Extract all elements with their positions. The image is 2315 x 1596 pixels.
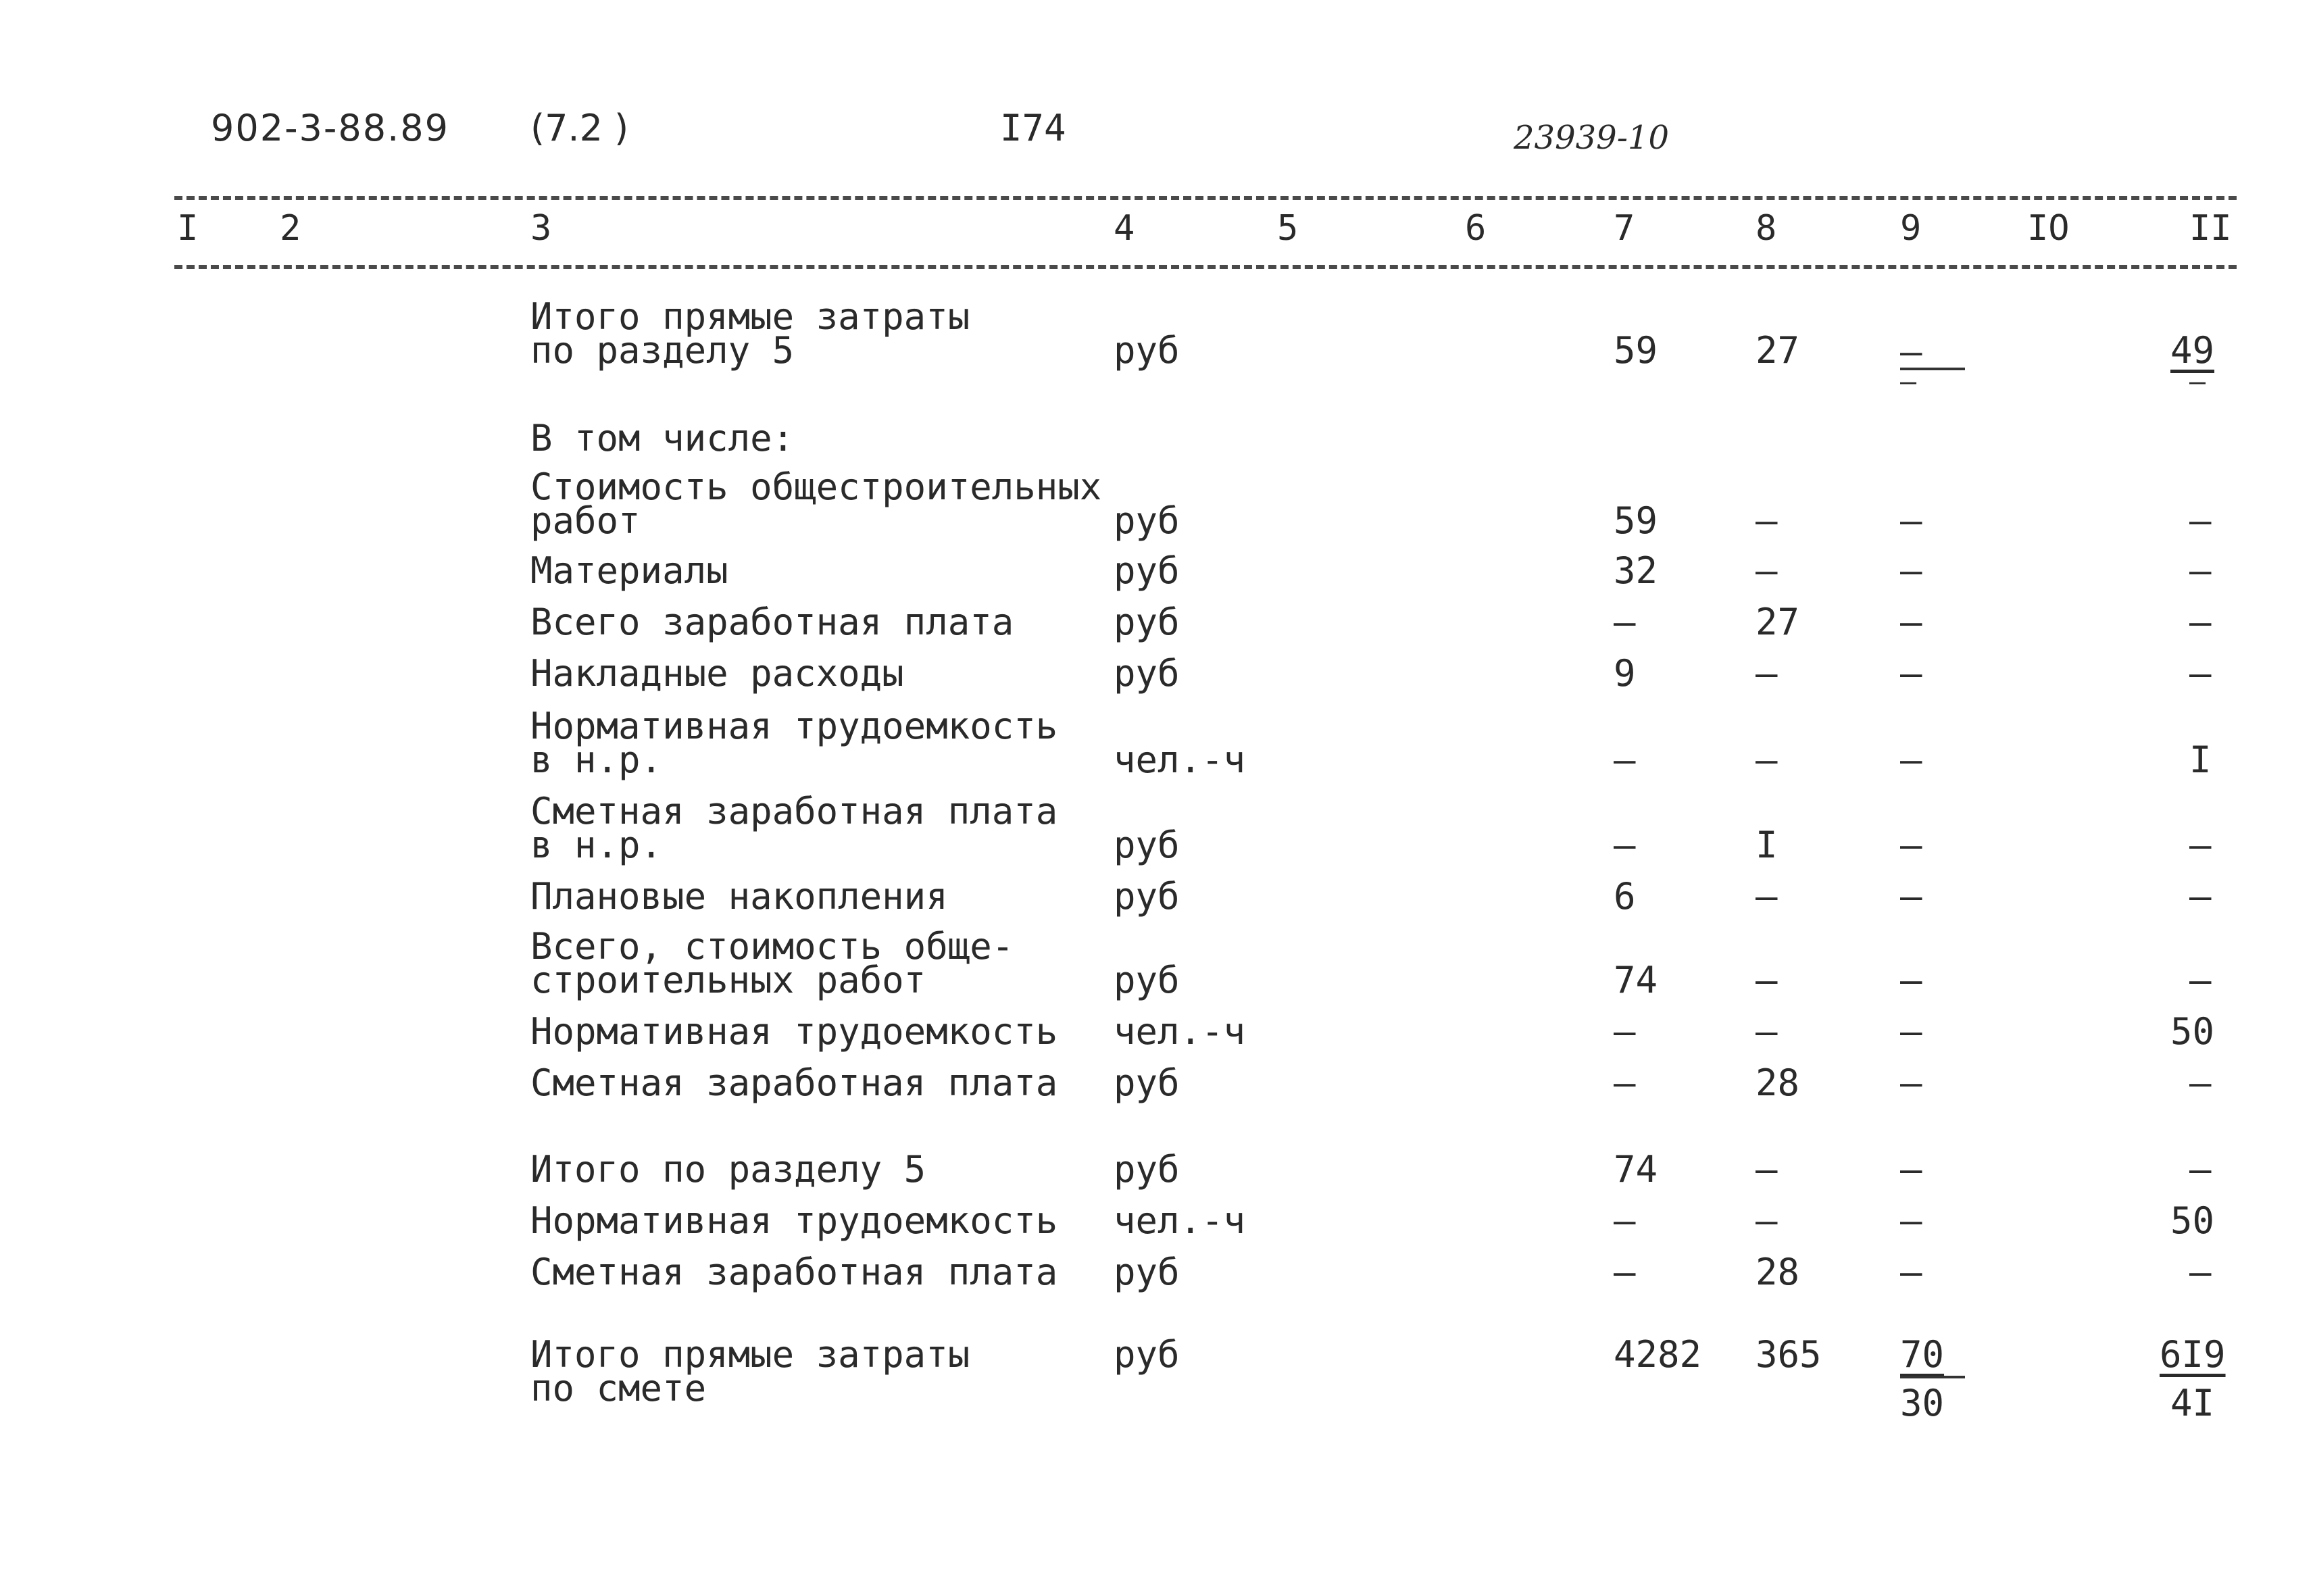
row-value-col8: 27 <box>1756 601 1800 643</box>
row-value-col9: – <box>1900 1199 1922 1242</box>
col-header-10: IO <box>2027 208 2070 249</box>
row-unit: руб <box>1114 875 1180 918</box>
row-value-col7: 59 <box>1614 499 1658 542</box>
inventory-number: 23939-10 <box>1514 119 1669 157</box>
row-value-col11: I <box>2189 739 2212 781</box>
row-value-col7: – <box>1614 601 1636 643</box>
row-value-col11: – <box>2189 499 2212 542</box>
col-header-1: I <box>177 208 199 249</box>
row-value-col9: – <box>1900 959 1922 1001</box>
row-value-col11-sub: 4I <box>2170 1382 2215 1424</box>
row-value-col11: 50 <box>2170 1010 2215 1053</box>
row-value-col11: – <box>2189 1148 2212 1191</box>
row-label: Накладные расходы <box>530 652 904 695</box>
row-label: Нормативная трудоемкость <box>530 1199 1058 1242</box>
col-header-5: 5 <box>1277 208 1299 249</box>
row-value-col11-sub: – <box>2189 366 2206 397</box>
col-header-4: 4 <box>1114 208 1135 249</box>
row-unit: руб <box>1114 959 1180 1001</box>
row-unit: руб <box>1114 1062 1180 1104</box>
row-value-col9: – <box>1900 499 1922 542</box>
row-unit: руб <box>1114 1333 1180 1376</box>
header-bottom-rule <box>174 265 2237 269</box>
row-value-col9: – <box>1900 1251 1922 1293</box>
row-value-col9-sub: – <box>1900 366 1917 397</box>
row-value-col9: – <box>1900 824 1922 866</box>
row-label: Нормативная трудоемкость <box>530 1010 1058 1053</box>
row-value-col8: – <box>1756 959 1778 1001</box>
row-value-col11: 6I9 <box>2160 1333 2226 1376</box>
row-unit: руб <box>1114 1251 1180 1293</box>
row-value-col9: – <box>1900 330 1922 373</box>
row-value-col7: 9 <box>1614 652 1636 695</box>
col-header-2: 2 <box>280 208 301 249</box>
row-value-col7: 74 <box>1614 959 1658 1001</box>
row-label: Сметная заработная плата <box>530 1251 1058 1293</box>
row-unit: руб <box>1114 499 1180 542</box>
row-label: Итого прямые затраты по смете <box>530 1333 970 1410</box>
row-unit: руб <box>1114 652 1180 695</box>
row-value-col8: – <box>1756 1010 1778 1053</box>
row-label: Итого по разделу 5 <box>530 1148 926 1191</box>
row-value-col7: – <box>1614 739 1636 781</box>
row-value-col11: – <box>2189 652 2212 695</box>
row-label: Итого прямые затраты по разделу 5 <box>530 295 970 372</box>
row-unit: руб <box>1114 549 1180 592</box>
row-value-col11: – <box>2189 875 2212 918</box>
row-label: Нормативная трудоемкость в н.р. <box>530 705 1058 781</box>
row-value-col8: – <box>1756 652 1778 695</box>
row-value-col7: 74 <box>1614 1148 1658 1191</box>
row-value-col7: – <box>1614 824 1636 866</box>
row-value-col8: 28 <box>1756 1251 1800 1293</box>
row-label: Стоимость общестроительных работ <box>530 466 1102 542</box>
row-value-col11: 50 <box>2170 1199 2215 1242</box>
row-value-col9: – <box>1900 549 1922 592</box>
row-value-col9-sub: 30 <box>1900 1382 1945 1424</box>
col-header-7: 7 <box>1614 208 1635 249</box>
row-unit: руб <box>1114 329 1180 372</box>
row-value-col11: 49 <box>2170 329 2215 372</box>
row-value-col9: – <box>1900 875 1922 918</box>
row-unit: руб <box>1114 824 1180 866</box>
row-label: В том числе: <box>530 417 795 459</box>
row-value-col9: – <box>1900 601 1922 643</box>
row-value-col7: – <box>1614 1010 1636 1053</box>
row-value-col9: – <box>1900 1062 1922 1104</box>
row-value-col8: 365 <box>1756 1333 1822 1376</box>
row-value-col11: – <box>2189 1251 2212 1293</box>
row-value-col7: 32 <box>1614 549 1658 592</box>
row-value-col8: – <box>1756 549 1778 592</box>
col-header-9: 9 <box>1900 208 1922 249</box>
row-value-col9: – <box>1900 1148 1922 1191</box>
row-label: Материалы <box>530 549 728 592</box>
row-value-col8: – <box>1756 739 1778 781</box>
row-value-col8: 27 <box>1756 329 1800 372</box>
row-unit: руб <box>1114 1148 1180 1191</box>
row-value-col7: – <box>1614 1199 1636 1242</box>
row-value-col11: – <box>2189 824 2212 866</box>
row-value-col11: – <box>2189 601 2212 643</box>
row-label: Всего заработная плата <box>530 601 1014 643</box>
row-value-col7: 4282 <box>1614 1333 1702 1376</box>
row-value-col7: – <box>1614 1062 1636 1104</box>
row-value-col9: – <box>1900 1010 1922 1053</box>
row-value-col7: 6 <box>1614 875 1636 918</box>
row-label: Всего, стоимость обще- строительных работ <box>530 925 1014 1001</box>
row-value-col8: – <box>1756 1199 1778 1242</box>
row-value-col8: 28 <box>1756 1062 1800 1104</box>
row-unit: чел.-ч <box>1114 1199 1246 1242</box>
row-label: Сметная заработная плата в н.р. <box>530 790 1058 866</box>
row-value-col8: I <box>1756 824 1778 866</box>
col-header-3: 3 <box>530 208 552 249</box>
col-header-8: 8 <box>1756 208 1777 249</box>
fraction-line-col9 <box>1900 1376 1965 1378</box>
row-unit: чел.-ч <box>1114 1010 1246 1053</box>
row-value-col9: 70 <box>1900 1333 1945 1376</box>
row-value-col8: – <box>1756 499 1778 542</box>
col-header-6: 6 <box>1465 208 1487 249</box>
sheet-number: (7.2 ) <box>530 107 629 149</box>
col-header-11: II <box>2189 208 2232 249</box>
row-value-col11: – <box>2189 959 2212 1001</box>
row-value-col8: – <box>1756 1148 1778 1191</box>
page-number: I74 <box>1000 107 1066 149</box>
row-value-col7: – <box>1614 1251 1636 1293</box>
row-value-col9: – <box>1900 652 1922 695</box>
row-label: Плановые накопления <box>530 875 948 918</box>
row-value-col11: – <box>2189 1062 2212 1104</box>
row-unit: чел.-ч <box>1114 739 1246 781</box>
document-code: 902-3-88.89 <box>211 107 449 149</box>
row-value-col11: – <box>2189 549 2212 592</box>
row-value-col7: 59 <box>1614 329 1658 372</box>
row-value-col8: – <box>1756 875 1778 918</box>
row-unit: руб <box>1114 601 1180 643</box>
row-label: Сметная заработная плата <box>530 1062 1058 1104</box>
header-top-rule <box>174 196 2237 200</box>
row-value-col9: – <box>1900 739 1922 781</box>
